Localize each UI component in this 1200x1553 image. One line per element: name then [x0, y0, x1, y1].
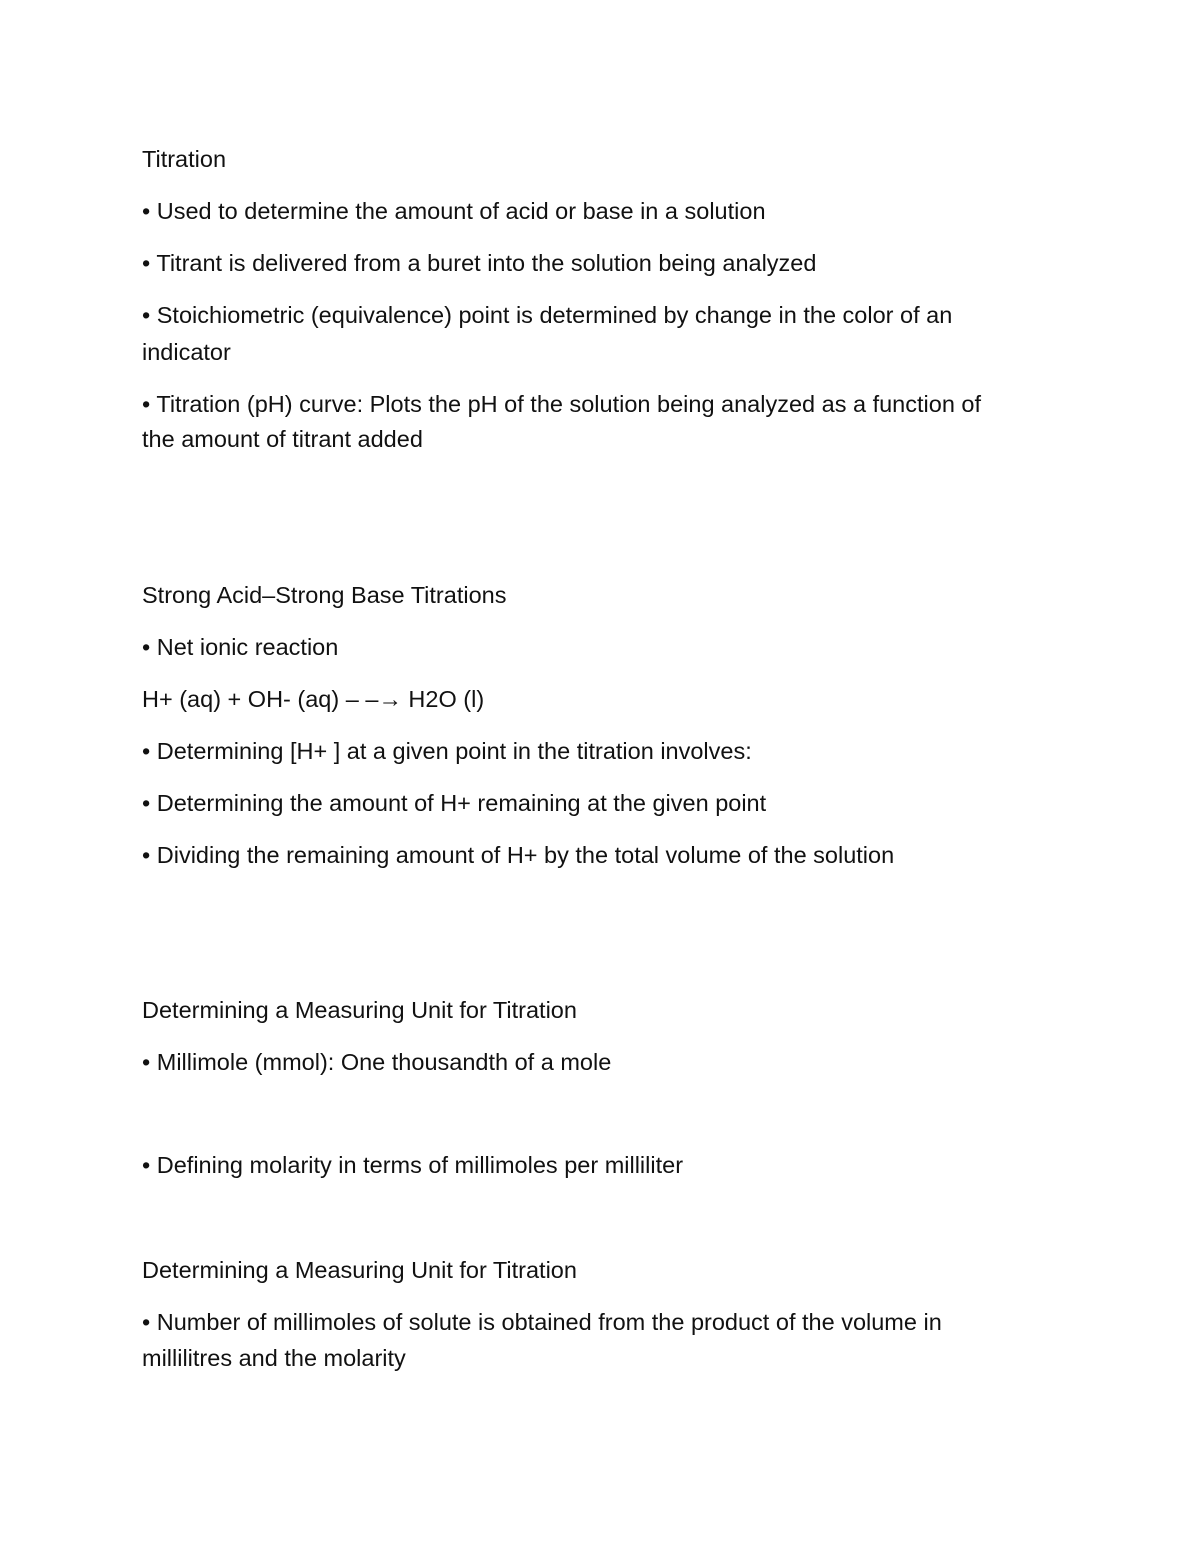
- bullet-item: • Defining molarity in terms of millimoles per milliliter: [142, 1152, 684, 1178]
- bullet-item-continuation: the amount of titrant added: [142, 426, 423, 452]
- bullet-item: • Net ionic reaction: [142, 634, 339, 660]
- reaction-equation: H+ (aq) + OH- (aq) – –→ H2O (l): [142, 686, 485, 712]
- bullet-item-continuation: indicator: [142, 339, 231, 365]
- bullet-item: • Titrant is delivered from a buret into the solution being analyzed: [142, 250, 817, 276]
- bullet-item: • Determining [H+ ] at a given point in the titration involves:: [142, 738, 752, 764]
- section-heading-titration: Titration: [142, 146, 227, 172]
- bullet-item-continuation: millilitres and the molarity: [142, 1345, 406, 1371]
- bullet-item: • Used to determine the amount of acid or base in a solution: [142, 198, 766, 224]
- bullet-item: • Millimole (mmol): One thousandth of a mole: [142, 1049, 612, 1075]
- section-heading-measuring-unit: Determining a Measuring Unit for Titration: [142, 1257, 577, 1283]
- bullet-item: • Stoichiometric (equivalence) point is determined by change in the color of an: [142, 302, 953, 328]
- bullet-item: • Dividing the remaining amount of H+ by the total volume of the solution: [142, 842, 895, 868]
- bullet-item: • Titration (pH) curve: Plots the pH of the solution being analyzed as a function of: [142, 391, 982, 417]
- section-heading-measuring-unit: Determining a Measuring Unit for Titration: [142, 997, 577, 1023]
- bullet-item: • Number of millimoles of solute is obtained from the product of the volume in: [142, 1309, 942, 1335]
- section-heading-strong-acid-base: Strong Acid–Strong Base Titrations: [142, 582, 507, 608]
- bullet-item: • Determining the amount of H+ remaining at the given point: [142, 790, 767, 816]
